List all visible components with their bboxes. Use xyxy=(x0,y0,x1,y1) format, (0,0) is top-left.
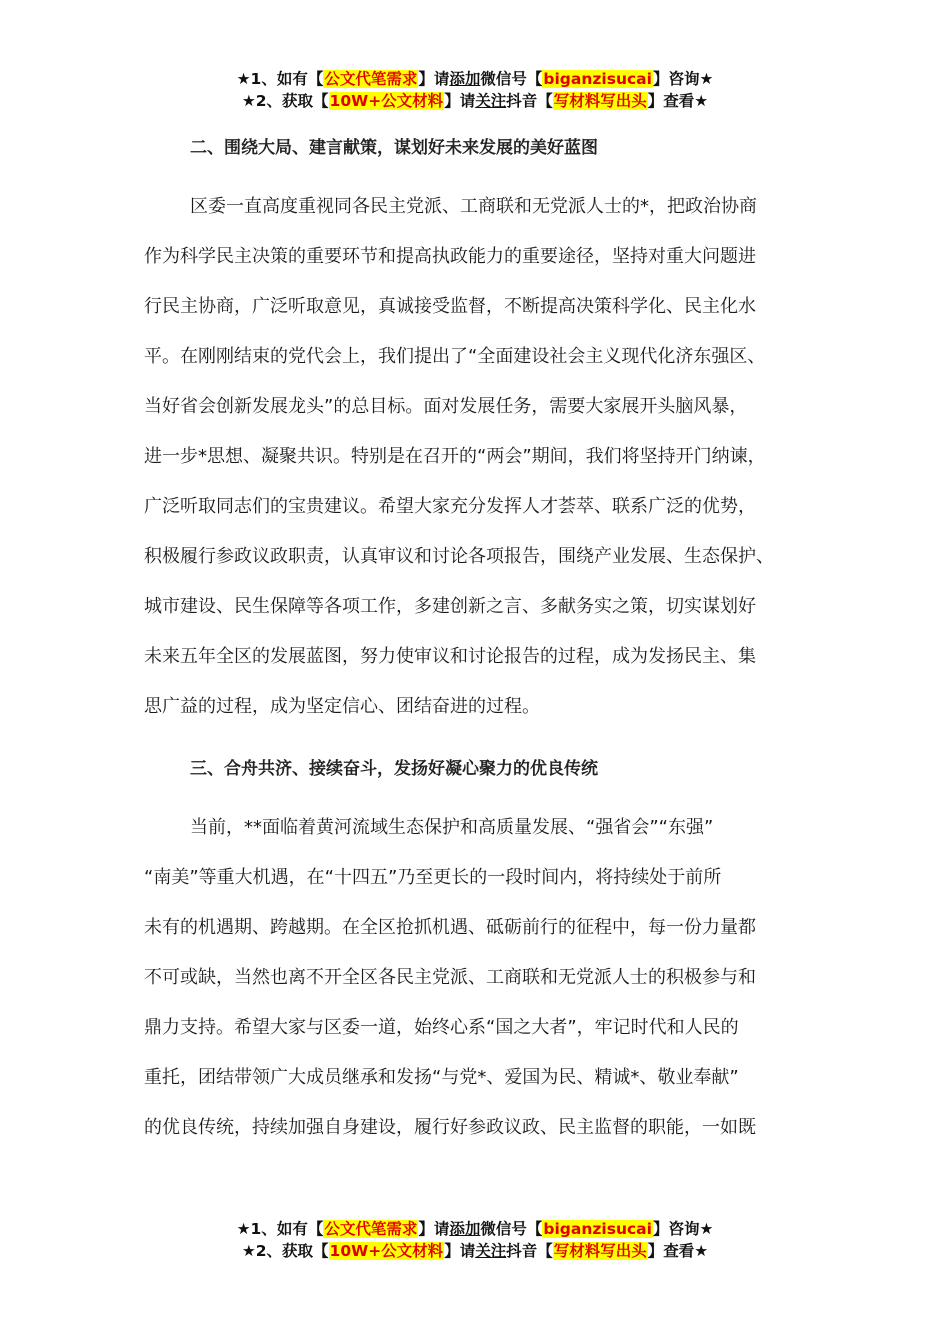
paragraph-line: 广泛听取同志们的宝贵建议。希望大家充分发挥人才荟萃、联系广泛的优势， xyxy=(144,496,756,517)
paragraph-line: 作为科学民主决策的重要环节和提高执政能力的重要途径，坚持对重大问题进 xyxy=(144,246,756,267)
bottom-banner xyxy=(0,1218,950,1262)
paragraph-line: 的优良传统，持续加强自身建设，履行好参政议政、民主监督的职能，一如既 xyxy=(144,1117,756,1138)
banner-highlight: 10W+公文材料 xyxy=(329,1242,444,1260)
paragraph-line: 积极履行参政议政职责，认真审议和讨论各项报告，围绕产业发展、生态保护、 xyxy=(144,546,774,567)
paragraph-line: 未来五年全区的发展蓝图，努力使审议和讨论报告的过程，成为发扬民主、集 xyxy=(144,646,756,667)
paragraph-line: 城市建设、民生保障等各项工作，多建创新之言、多献务实之策，切实谋划好 xyxy=(144,596,756,617)
paragraph-line: 当前，**面临着黄河流域生态保护和高质量发展、“强省会”“东强” xyxy=(190,817,714,838)
banner-line-1 xyxy=(0,1218,950,1240)
banner-text: 微信号【 xyxy=(480,70,543,88)
banner-underline: 添加 xyxy=(449,1220,481,1238)
banner-highlight: 公文代笔需求 xyxy=(324,1220,418,1238)
banner-underline: 关注 xyxy=(475,92,507,110)
banner-text: 】请 xyxy=(418,70,450,88)
banner-line-1 xyxy=(0,68,950,90)
banner-line-2 xyxy=(0,1240,950,1262)
paragraph-line: 平。在刚刚结束的党代会上，我们提出了“全面建设社会主义现代化济东强区、 xyxy=(144,346,766,367)
banner-text: 】请 xyxy=(444,1242,476,1260)
paragraph-line: “南美”等重大机遇，在“十四五”乃至更长的一段时间内，将持续处于前所 xyxy=(144,867,722,888)
paragraph-line: 思广益的过程，成为坚定信心、团结奋进的过程。 xyxy=(144,696,540,717)
banner-text: 抖音【 xyxy=(506,92,553,110)
paragraph-line: 进一步*思想、凝聚共识。特别是在召开的“两会”期间，我们将坚持开门纳谏， xyxy=(144,446,766,467)
banner-text: 微信号【 xyxy=(480,1220,543,1238)
banner-highlight: 公文代笔需求 xyxy=(324,70,418,88)
section-heading-3: 三、合舟共济、接续奋斗，发扬好凝心聚力的优良传统 xyxy=(190,759,598,779)
banner-text: 】查看★ xyxy=(647,1242,709,1260)
banner-highlight: 写材料写出头 xyxy=(553,92,647,110)
paragraph-line: 不可或缺，当然也离不开全区各民主党派、工商联和无党派人士的积极参与和 xyxy=(144,967,756,988)
banner-line-2 xyxy=(0,90,950,112)
banner-highlight: 写材料写出头 xyxy=(553,1242,647,1260)
section-paragraph-2 xyxy=(144,182,824,732)
paragraph-line: 重托，团结带领广大成员继承和发扬“与党*、爱国为民、精诚*、敬业奉献” xyxy=(144,1067,739,1088)
section-paragraph-3 xyxy=(144,803,824,1153)
paragraph-line: 未有的机遇期、跨越期。在全区抢抓机遇、砥砺前行的征程中，每一份力量都 xyxy=(144,917,756,938)
section-heading-2: 二、围绕大局、建言献策，谋划好未来发展的美好蓝图 xyxy=(190,138,598,158)
banner-text: 】查看★ xyxy=(647,92,709,110)
banner-text: ★1、如有【 xyxy=(236,1220,324,1238)
banner-text: 】请 xyxy=(444,92,476,110)
banner-text: 】咨询★ xyxy=(652,1220,714,1238)
banner-text: ★1、如有【 xyxy=(236,70,324,88)
paragraph-line: 鼎力支持。希望大家与区委一道，始终心系“国之大者”，牢记时代和人民的 xyxy=(144,1017,739,1038)
banner-text: 】请 xyxy=(418,1220,450,1238)
banner-text: ★2、获取【 xyxy=(241,1242,329,1260)
banner-highlight: 10W+公文材料 xyxy=(329,92,444,110)
banner-highlight: biganzisucai xyxy=(543,1220,652,1238)
banner-text: 抖音【 xyxy=(506,1242,553,1260)
top-banner xyxy=(0,68,950,112)
banner-text: ★2、获取【 xyxy=(241,92,329,110)
paragraph-line: 区委一直高度重视同各民主党派、工商联和无党派人士的*，把政治协商 xyxy=(190,196,757,217)
banner-underline: 添加 xyxy=(449,70,481,88)
paragraph-line: 行民主协商，广泛听取意见，真诚接受监督，不断提高决策科学化、民主化水 xyxy=(144,296,756,317)
banner-underline: 关注 xyxy=(475,1242,507,1260)
banner-text: 】咨询★ xyxy=(652,70,714,88)
banner-highlight: biganzisucai xyxy=(543,70,652,88)
paragraph-line: 当好省会创新发展龙头”的总目标。面对发展任务，需要大家展开头脑风暴， xyxy=(144,396,748,417)
